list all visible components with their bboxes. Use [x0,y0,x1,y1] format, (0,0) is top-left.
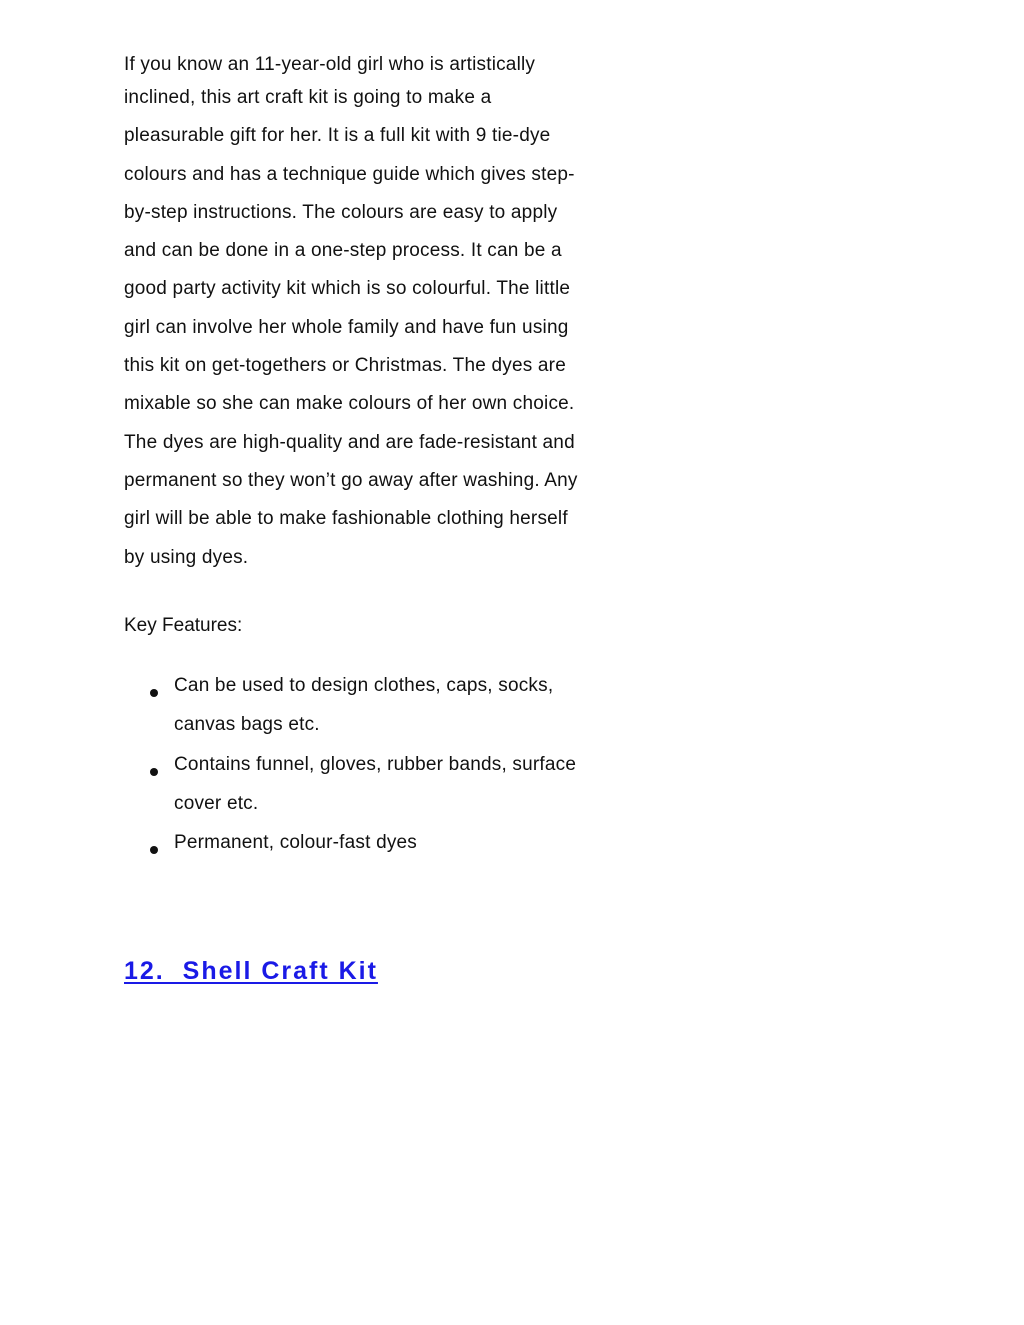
paragraph-line: The dyes are high-quality and are fade-resistant and [124,432,575,453]
paragraph-line: mixable so she can make colours of her own choice. [124,393,575,414]
section-heading-link[interactable]: 12. Shell Craft Kit [124,957,378,985]
paragraph-line: girl will be able to make fashionable clothing herself [124,508,568,529]
key-features-label: Key Features: [124,615,243,636]
paragraph-line: pleasurable gift for her. It is a full kit with 9 tie-dye [124,125,551,146]
paragraph-line: by using dyes. [124,547,249,568]
list-item-text: Contains funnel, gloves, rubber bands, surface [174,754,577,775]
paragraph-line: inclined, this art craft kit is going to make a [124,87,492,108]
paragraph-line: If you know an 11-year-old girl who is artistically [124,54,536,75]
list-item-text: canvas bags etc. [174,714,320,735]
list-item-text: Can be used to design clothes, caps, socks, [174,675,554,696]
paragraph-line: and can be done in a one-step process. It can be a [124,240,562,261]
bullet-icon [150,689,158,697]
paragraph-line: by-step instructions. The colours are easy to apply [124,202,558,223]
paragraph-line: good party activity kit which is so colourful. The little [124,278,571,299]
list-item-text: cover etc. [174,793,259,814]
paragraph-line: this kit on get-togethers or Christmas. The dyes are [124,355,566,376]
list-item-text: Permanent, colour-fast dyes [174,832,418,853]
bullet-icon [150,768,158,776]
bullet-icon [150,846,158,854]
paragraph-line: permanent so they won’t go away after washing. Any [124,470,578,491]
paragraph-line: girl can involve her whole family and have fun using [124,317,569,338]
paragraph-line: colours and has a technique guide which gives step- [124,164,575,185]
